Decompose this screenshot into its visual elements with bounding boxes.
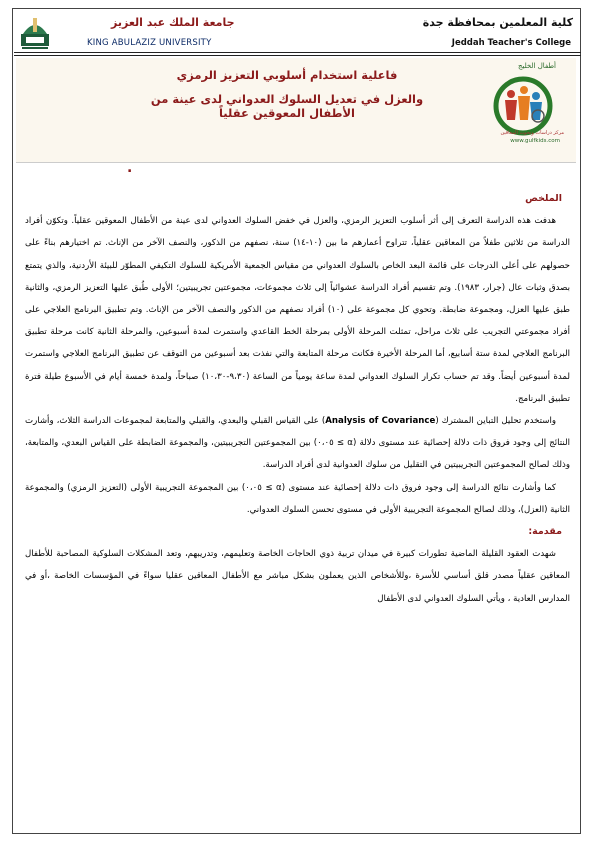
intro-heading: مقدمة: bbox=[528, 526, 562, 538]
gulf-logo-subtitle: مركز دراسات وبحوث المعاقين bbox=[500, 130, 564, 136]
college-name-en: Jeddah Teacher's College bbox=[451, 38, 571, 48]
header-rule-thin bbox=[14, 55, 581, 56]
university-name-en: KING ABULAZIZ UNIVERSITY bbox=[87, 38, 212, 48]
header-rule bbox=[14, 52, 581, 53]
university-name-ar: جامعة الملك عبد العزيز bbox=[111, 16, 235, 29]
abstract-p2-end: ) على القياس القبلي والبعدي، والقبلي والمتابعة لمجموعات الدراسة الثلاث، وأشارت النتائج إلى وجود فروق ذات دلالة إحصائية عند مستوى دلالة (α ≥ ٠،٠٥) بين المجموعتين التجريبيتين، والمجموعة الضابطة على القياس البعدي، والمتابعة، وذلك لصالح المجموعتين التجريبيتين في التقليل من سلوك العدوانية لدى أفراد الدراسة. bbox=[25, 416, 570, 471]
abstract-heading: الملخص bbox=[525, 193, 562, 204]
paper-title-line1: فاعلية استخدام أسلوبي التعزيز الرمزي bbox=[176, 68, 398, 82]
gulf-logo-name: أطفال الخليج bbox=[517, 62, 556, 70]
paper-title-line2: والعزل في تعديل السلوك العدواني لدى عينة من الأطفال المعوقين عقلياً bbox=[150, 92, 424, 120]
abstract-paragraph-3: كما وأشارت نتائج الدراسة إلى وجود فروق ذات دلالة إحصائية عند مستوى (α ≥ ٠،٠٥) بين المجموعة التجريبية الأولى (التعزيز الرمزي) والمجموعة الثانية (العزل)، وذلك لصالح المجموعة التجريبية الأولى في مستوى تحسن السلوك العدواني. bbox=[25, 482, 570, 515]
stray-dot: . bbox=[127, 160, 133, 176]
abstract-p2-start: واستخدم تحليل التباين المشترك ( bbox=[435, 416, 556, 427]
kau-logo-icon bbox=[18, 12, 52, 52]
analysis-of-covariance-term: Analysis of Covariance bbox=[325, 416, 436, 427]
intro-heading-line bbox=[25, 521, 570, 543]
gulf-logo-url: www.gulfkids.com bbox=[510, 138, 560, 144]
document-body bbox=[25, 188, 570, 610]
abstract-paragraph-2 bbox=[25, 410, 570, 477]
abstract-paragraph-1: هدفت هذه الدراسة التعرف إلى أثر أسلوب التعزيز الرمزي، والعزل في خفض السلوك العدواني لدى عينة من الأطفال المعوقين عقلياً. وتكوّن أفراد الدراسة من ثلاثين طفلاً من المعاقين عقلياً، تتراوح أعمارهم ما بين (١٠-١٤) سنة، نصفهم من الذكور، والنصف الآخر من الإناث. تم اختيارهم بناءً على حصولهم على أعلى الدرجات على قائمة البعد الخاص بالسلوك العدواني من مقياس الجمعية الأمريكية للسلوك التكيفي المطوّر للبيئة الأردنية، والذي يتمتع بصدق وثبات عال (جرار، ١٩٨٣). وتم تقسيم أفراد الدراسة عشوائياً إلى ثلاث مجموعات، مجموعتين تجريبيتين؛ الأولى طُبق عليها التعزيز الرمزي، والثانية طبق عليها العزل، ومجموعة ضابطة. وتحوي كل مجموعة على (١٠) أفراد نصفهم من الذكور والنصف الآخر من الإناث. وتم تطبيق البرنامج العلاجي على أفراد مجموعتي التجريب على ثلاث مراحل، تمثلت المرحلة الأولى بمرحلة الخط القاعدي واستمرت لمدة أسبوعين، والمرحلة الثانية كانت مرحلة تطبيق البرنامج العلاجي لمدة ستة أسابيع، أما المرحلة الأخيرة فكانت مرحلة المتابعة والتي نفذت بعد أسبوعين من التوقف عن تطبيق البرنامج العلاجي واستمرت لمدة أسبوعين أيضاً. وقد تم حساب تكرار السلوك العدواني لمدة ساعة يومياً من الساعة (٩،٣٠-١٠،٣٠) صباحاً، ولمدة خمسة أيام في الأسبوع طيلة فترة تطبيق البرنامج. bbox=[25, 216, 570, 404]
page-header bbox=[14, 10, 579, 50]
college-name-ar: كلية المعلمين بمحافظة جدة bbox=[422, 16, 573, 29]
abstract-heading-line bbox=[25, 188, 570, 210]
title-block bbox=[16, 58, 576, 163]
intro-paragraph-1: شهدت العقود القليلة الماضية تطورات كبيرة في ميدان تربية ذوي الحاجات الخاصة وتعليمهم، وتدريبهم، وتعد المشكلات السلوكية المصاحبة للأطفال المعاقين عقلياً مصدر قلق أساسي للأسرة ،وللأشخاص الذين يعملون بشكل مباشر مع الأطفال المعاقين عقليا سواءً في المؤسسات الخاصة ،أو في المدارس العادية ، ويأتي السلوك العدواني لدى الأطفال bbox=[25, 549, 570, 604]
